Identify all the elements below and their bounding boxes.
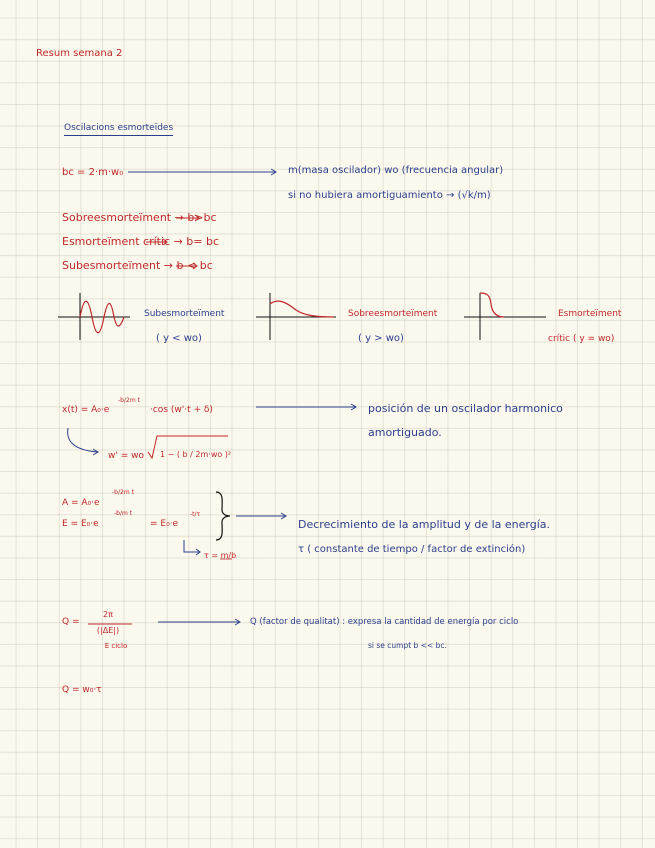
position-desc-line1: posición de un oscilador harmonico xyxy=(368,402,563,415)
arrow-hook-wprime xyxy=(68,428,98,455)
position-desc-line2: amortiguado. xyxy=(368,426,442,439)
bc-formula: bc = 2·m·w₀ xyxy=(62,167,124,178)
graph2-label: Sobreesmorteïment xyxy=(348,309,438,319)
position-formula-lhs: x(t) = A₀·e xyxy=(62,405,110,415)
section-heading: Oscilacions esmorteïdes xyxy=(64,122,173,136)
graph1-sublabel: ( y < wo) xyxy=(156,333,202,344)
q-desc-line1: Q (factor de qualitat) : expresa la cantidad de energía por ciclo xyxy=(250,617,519,627)
energy-exp2: -t/τ xyxy=(190,511,201,518)
bc-desc-line1: m(masa oscilador) wo (frecuencia angular) xyxy=(288,165,504,176)
position-formula-exp: -b/2m t xyxy=(118,397,140,404)
q-denominator2: E ciclo xyxy=(104,642,128,650)
arrow-position xyxy=(256,404,356,410)
arrow-q xyxy=(158,619,240,625)
tau-formula: τ = m/b xyxy=(204,551,237,560)
graph3-sublabel: crític ( y = wo) xyxy=(548,334,615,344)
sqrt-sign xyxy=(148,436,228,458)
graph-critical xyxy=(464,293,546,340)
graph-underdamped xyxy=(58,293,130,340)
bc-desc-line2: si no hubiera amortiguamiento → (√k/m) xyxy=(288,190,491,201)
arrow-bc xyxy=(128,169,276,175)
brace xyxy=(216,492,230,540)
page-title: Resum semana 2 xyxy=(36,48,123,59)
graph3-label: Esmorteïment xyxy=(558,309,622,319)
amplitude-desc-line2: τ ( constante de tiempo / factor de extinción) xyxy=(298,544,526,555)
case-arrows xyxy=(146,215,199,269)
energy-formula2: = E₀·e xyxy=(150,519,179,529)
graph1-label: Subesmorteïment xyxy=(144,309,225,319)
graph2-sublabel: ( y > wo) xyxy=(358,333,404,344)
q-formula-2: Q = w₀·τ xyxy=(62,685,102,695)
q-numerator: 2π xyxy=(103,610,113,619)
arrow-amplitude xyxy=(236,513,286,519)
amplitude-formula: A = A₀·e xyxy=(62,498,100,508)
energy-exp: -b/m t xyxy=(114,510,133,517)
arrow-hook-tau xyxy=(184,540,200,555)
amplitude-exp: -b/2m t xyxy=(112,489,134,496)
position-formula-rhs: ·cos (w'·t + δ) xyxy=(150,405,213,415)
q-denominator1: (|ΔE|) xyxy=(96,626,120,635)
graph-overdamped xyxy=(256,293,336,340)
case-critical: Esmorteïment crític → b= bc xyxy=(62,235,220,248)
q-desc-line2: si se cumpt b << bc. xyxy=(368,641,447,650)
energy-formula: E = E₀·e xyxy=(62,519,99,529)
case-overdamped: Sobreesmorteïment → b>bc xyxy=(62,211,217,224)
q-lhs: Q = xyxy=(62,617,80,627)
amplitude-desc-line1: Decrecimiento de la amplitud y de la energía. xyxy=(298,518,551,531)
wprime-root: 1 − ( b / 2m·wo )² xyxy=(160,450,232,459)
wprime-lhs: w' = wo xyxy=(108,451,144,461)
case-underdamped: Subesmorteïment → b < bc xyxy=(62,259,213,272)
